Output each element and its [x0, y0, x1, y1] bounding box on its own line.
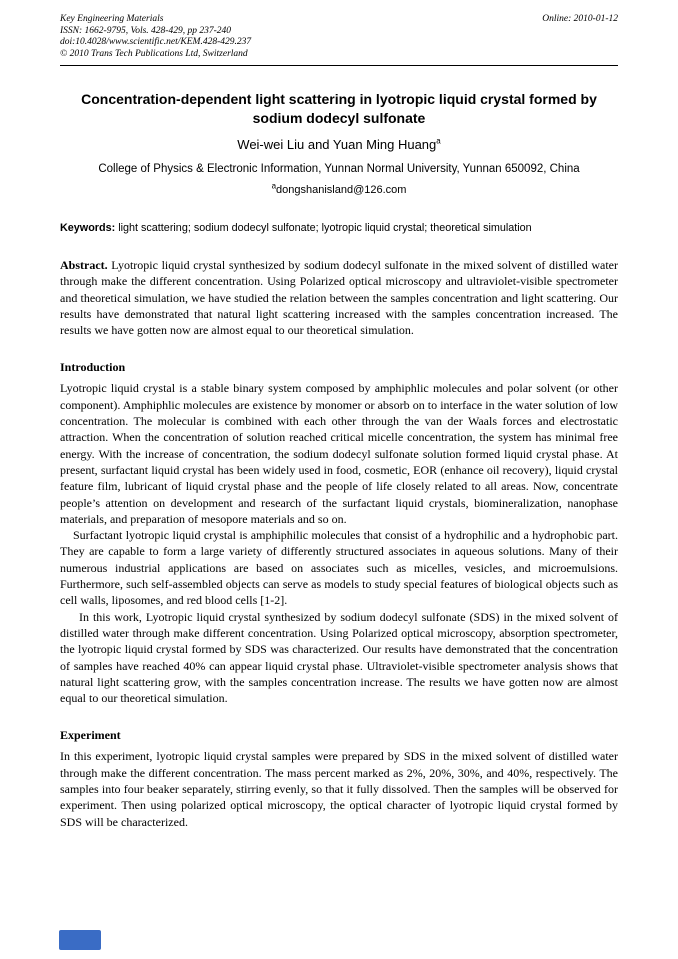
email-line [60, 183, 618, 197]
email-affiliation-mark: a [271, 181, 277, 191]
journal-header [60, 14, 618, 60]
keywords-label: Keywords: [60, 222, 116, 234]
authors-affiliation-mark: a [436, 136, 441, 146]
issn-line: ISSN: 1662-9795, Vols. 428-429, pp 237-240 [60, 25, 231, 36]
online-date: Online: 2010-01-12 [542, 14, 618, 24]
paper-title: Concentration-dependent light scattering in lyotropic liquid crystal formed by sodium dodecyl sulfonate [81, 91, 597, 126]
authors-text: Wei-wei Liu and Yuan Ming Huang [237, 137, 437, 152]
paragraph: In this work, Lyotropic liquid crystal synthesized by sodium dodecyl sulfonate (SDS) in the mixed solvent of distilled water through make different concentration. Using Polarized optical microscopy, absorption spectrometer, the lyotropic liquid crystal formed by SDS was characterized. Our results have demonstrated that the concentration of samples have reached 40% can appear liquid crystal phase. Ultraviolet-visible spectrometer analysis shows that natural light scattering grow, with the samples concentration increase. The results we have gotten now are almost equal to our theoretical simulation. [60, 609, 618, 706]
copyright-line: © 2010 Trans Tech Publications Ltd, Switzerland [60, 48, 248, 59]
paragraph: In this experiment, lyotropic liquid crystal samples were prepared by SDS in the mixed solvent of distilled water through make the different concentration. The mass percent marked as 2%, 20%, 30%, and 40%, respectively. The samples into four beaker separately, stirring evenly, so that it fully dissolved. Then the samples will be observed for experiment. Then using polarized optical microscopy, the optical character of lyotropic liquid crystal formed by SDS will be characterized. [60, 749, 618, 829]
paragraph: Lyotropic liquid crystal is a stable binary system composed by amphiphlic molecules and polar solvent (or other component). Amphiphlic molecules are existence by monomer or absorb on to interface in the water solution of low concentration. The molecular is combined with each other through the van der Waals forces and electrostatic attraction. When the concentration of solution reached critical micelle concentration, the system has minimal free energy. With the increase of concentration, the sodium dodecyl sulfonate solution formed liquid crystal phase. At present, surfactant liquid crystal has been widely used in food, cosmetic, EOR (enhance oil recovery), liquid crystal feature film, lubricant of liquid crystal phase and the people of life closely related to all areas. Now, concentrate people’s attention on development and research of the surfactant liquid crystals, biomineralization, nanophase materials, and preparation of mesopore materials and so on. [60, 381, 618, 526]
paragraph: Surfactant lyotropic liquid crystal is amphiphilic molecules that consist of a hydrophilic and a hydrophobic part. They are capable to form a large variety of differently structured associates in aqueous solutions. Many of their numerous industrial applications are based on associates such as micelles, vesicles, and microemulsions. Furthermore, such self-assembled objects can serve as models to study special features of biological objects such as cell walls, liposomes, and red blood cells [1-2]. [60, 528, 618, 608]
footer-badge[interactable] [59, 930, 101, 950]
section-heading-experiment: Experiment [60, 728, 121, 743]
section-heading-introduction: Introduction [60, 360, 126, 375]
affiliation-line: College of Physics & Electronic Information, Yunnan Normal University, Yunnan 650092, China [98, 163, 580, 175]
abstract-paragraph [60, 257, 618, 338]
authors-line [60, 137, 618, 153]
abstract-label: Abstract. [60, 258, 108, 272]
doi-line: doi:10.4028/www.scientific.net/KEM.428-429.237 [60, 37, 252, 47]
email-text: dongshanisland@126.com [276, 184, 407, 196]
journal-header-left [60, 14, 251, 60]
section-experiment [60, 727, 618, 829]
section-introduction [60, 359, 618, 706]
keywords-text: light scattering; sodium dodecyl sulfonate; lyotropic liquid crystal; theoretical simulation [115, 222, 532, 234]
abstract-text: Lyotropic liquid crystal synthesized by sodium dodecyl sulfonate in the mixed solvent of distilled water through make the different concentration. Using Polarized optical microscopy and ultraviolet-visible spectrometer and theoretical simulation, we have studied the relation between the samples concentration and light scattering. Our results have demonstrated that natural light scattering increased with the samples concentration increased. The results we have gotten now are almost equal to our theoretical simulation. [60, 258, 618, 338]
journal-name: Key Engineering Materials [60, 14, 164, 24]
keywords-line [60, 221, 618, 235]
header-divider [60, 65, 618, 66]
